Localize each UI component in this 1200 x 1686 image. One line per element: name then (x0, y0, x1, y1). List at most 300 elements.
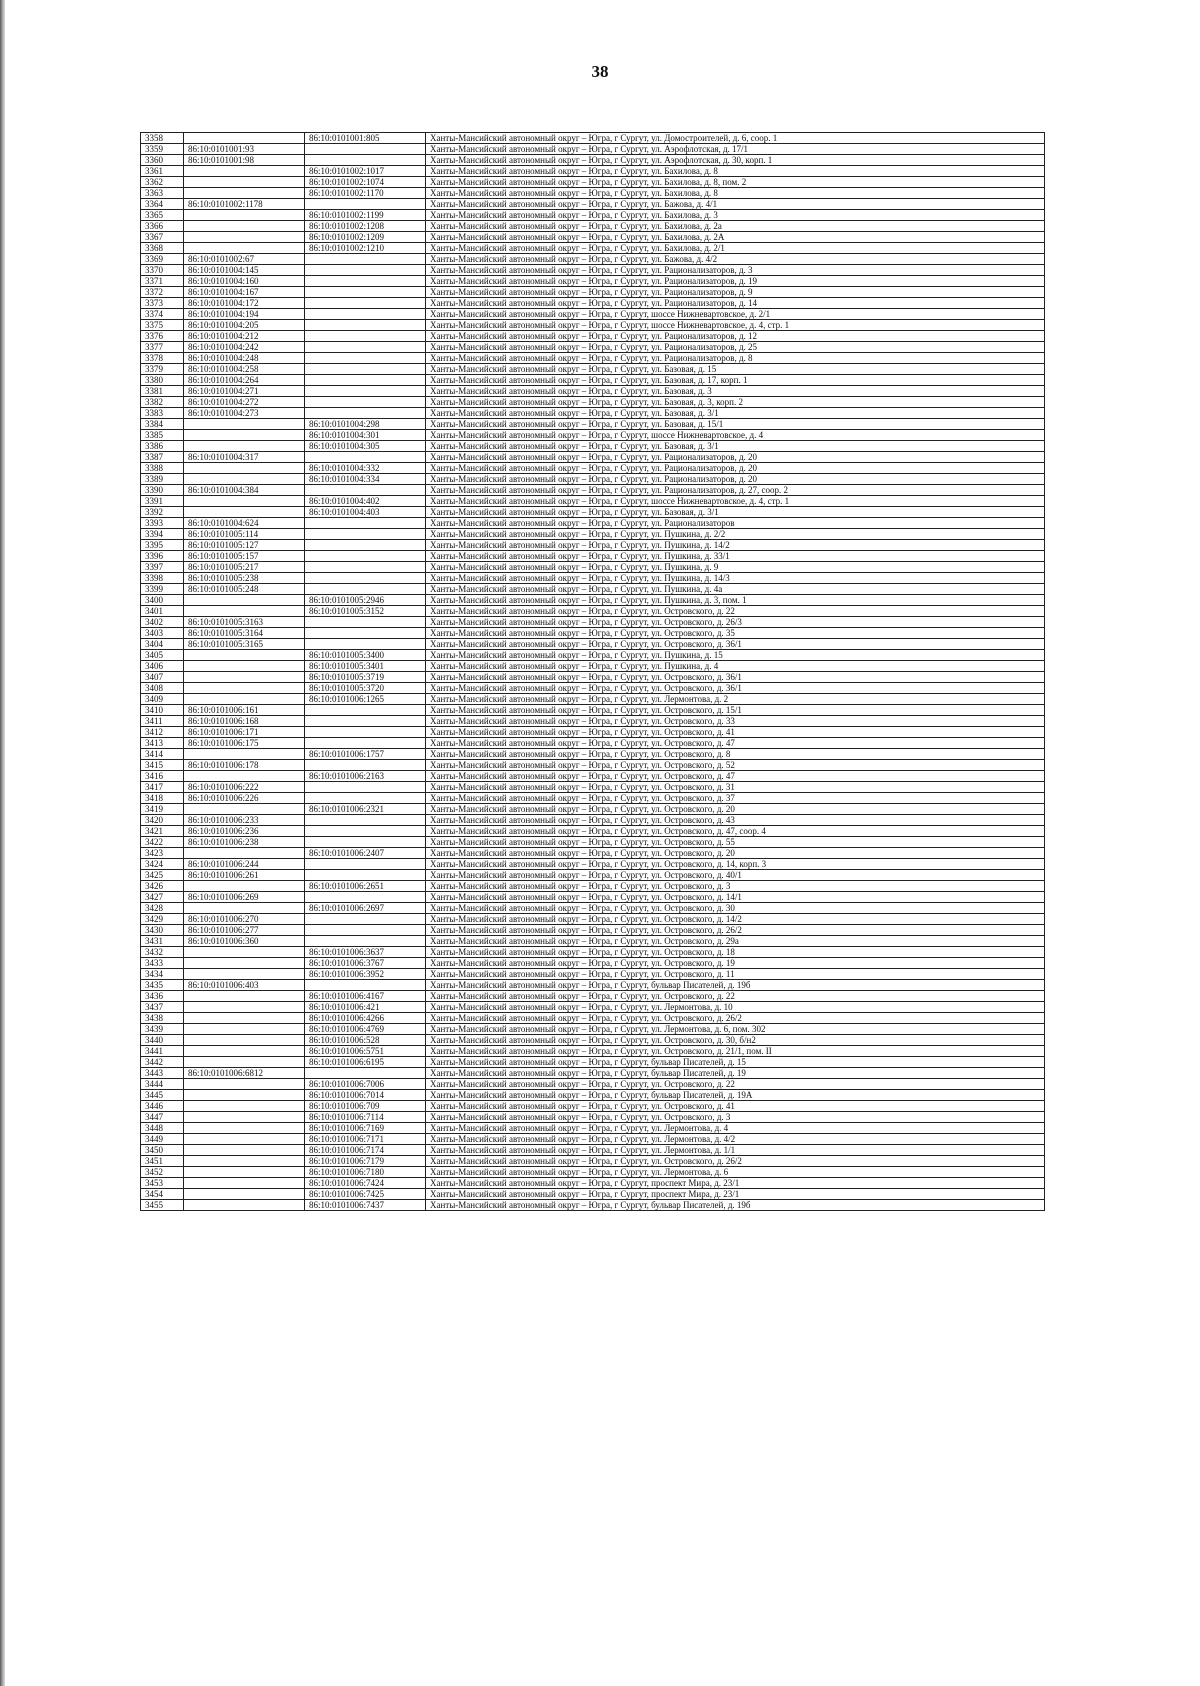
address-cell: Ханты-Мансийский автономный округ – Югра, г Сургут, ул. Пушкина, д. 2/2 (426, 529, 1045, 540)
address-cell: Ханты-Мансийский автономный округ – Югра, г Сургут, бульвар Писателей, д. 19б (426, 980, 1045, 991)
cadastral-number-cell (184, 771, 305, 782)
row-number-cell: 3426 (141, 881, 184, 892)
building-cadastral-number-cell: 86:10:0101006:7169 (305, 1123, 426, 1134)
table-row (141, 738, 1045, 749)
row-number-cell: 3417 (141, 782, 184, 793)
address-cell: Ханты-Мансийский автономный округ – Югра, г Сургут, ул. Пушкина, д. 33/1 (426, 551, 1045, 562)
address-cell: Ханты-Мансийский автономный округ – Югра, г Сургут, ул. Островского, д. 36/1 (426, 639, 1045, 650)
address-cell: Ханты-Мансийский автономный округ – Югра, г Сургут, ул. Островского, д. 26/2 (426, 1156, 1045, 1167)
address-cell: Ханты-Мансийский автономный округ – Югра, г Сургут, ул. Рационализаторов, д. 14 (426, 298, 1045, 309)
cadastral-number-cell (184, 650, 305, 661)
cadastral-number-cell: 86:10:0101005:114 (184, 529, 305, 540)
address-cell: Ханты-Мансийский автономный округ – Югра, г Сургут, ул. Пушкина, д. 15 (426, 650, 1045, 661)
address-cell: Ханты-Мансийский автономный округ – Югра, г Сургут, ул. Островского, д. 33 (426, 716, 1045, 727)
address-cell: Ханты-Мансийский автономный округ – Югра, г Сургут, ул. Пушкина, д. 9 (426, 562, 1045, 573)
cadastral-number-cell: 86:10:0101004:160 (184, 276, 305, 287)
cadastral-number-cell (184, 991, 305, 1002)
row-number-cell: 3423 (141, 848, 184, 859)
building-cadastral-number-cell (305, 529, 426, 540)
cadastral-number-cell: 86:10:0101004:194 (184, 309, 305, 320)
row-number-cell: 3361 (141, 166, 184, 177)
row-number-cell: 3453 (141, 1178, 184, 1189)
row-number-cell: 3384 (141, 419, 184, 430)
table-row (141, 661, 1045, 672)
cadastral-number-cell (184, 1002, 305, 1013)
table-row (141, 1200, 1045, 1211)
address-cell: Ханты-Мансийский автономный округ – Югра, г Сургут, шоссе Нижневартовское, д. 4, стр. 1 (426, 320, 1045, 331)
building-cadastral-number-cell: 86:10:0101006:2407 (305, 848, 426, 859)
table-row (141, 386, 1045, 397)
row-number-cell: 3430 (141, 925, 184, 936)
row-number-cell: 3406 (141, 661, 184, 672)
address-cell: Ханты-Мансийский автономный округ – Югра, г Сургут, ул. Лермонтова, д. 6 (426, 1167, 1045, 1178)
building-cadastral-number-cell: 86:10:0101006:2651 (305, 881, 426, 892)
row-number-cell: 3402 (141, 617, 184, 628)
row-number-cell: 3455 (141, 1200, 184, 1211)
building-cadastral-number-cell: 86:10:0101002:1209 (305, 232, 426, 243)
table-row (141, 672, 1045, 683)
row-number-cell: 3442 (141, 1057, 184, 1068)
row-number-cell: 3385 (141, 430, 184, 441)
building-cadastral-number-cell: 86:10:0101006:6195 (305, 1057, 426, 1068)
row-number-cell: 3425 (141, 870, 184, 881)
building-cadastral-number-cell: 86:10:0101006:7006 (305, 1079, 426, 1090)
row-number-cell: 3409 (141, 694, 184, 705)
row-number-cell: 3436 (141, 991, 184, 1002)
cadastral-number-cell (184, 683, 305, 694)
address-cell: Ханты-Мансийский автономный округ – Югра, г Сургут, ул. Бахилова, д. 8 (426, 188, 1045, 199)
row-number-cell: 3358 (141, 133, 184, 144)
table-row (141, 397, 1045, 408)
building-cadastral-number-cell (305, 628, 426, 639)
row-number-cell: 3368 (141, 243, 184, 254)
building-cadastral-number-cell: 86:10:0101006:7114 (305, 1112, 426, 1123)
building-cadastral-number-cell (305, 540, 426, 551)
table-row (141, 892, 1045, 903)
address-cell: Ханты-Мансийский автономный округ – Югра, г Сургут, бульвар Писателей, д. 19б (426, 1200, 1045, 1211)
cadastral-number-cell (184, 606, 305, 617)
table-row (141, 903, 1045, 914)
row-number-cell: 3396 (141, 551, 184, 562)
row-number-cell: 3454 (141, 1189, 184, 1200)
table-row (141, 342, 1045, 353)
cadastral-number-cell: 86:10:0101004:258 (184, 364, 305, 375)
address-cell: Ханты-Мансийский автономный округ – Югра, г Сургут, ул. Островского, д. 40/1 (426, 870, 1045, 881)
address-cell: Ханты-Мансийский автономный округ – Югра, г Сургут, ул. Рационализаторов, д. 20 (426, 463, 1045, 474)
address-cell: Ханты-Мансийский автономный округ – Югра, г Сургут, ул. Островского, д. 22 (426, 1079, 1045, 1090)
cadastral-number-cell (184, 1145, 305, 1156)
row-number-cell: 3393 (141, 518, 184, 529)
address-cell: Ханты-Мансийский автономный округ – Югра, г Сургут, ул. Бахилова, д. 2/1 (426, 243, 1045, 254)
table-row (141, 441, 1045, 452)
table-row (141, 177, 1045, 188)
building-cadastral-number-cell (305, 287, 426, 298)
row-number-cell: 3440 (141, 1035, 184, 1046)
building-cadastral-number-cell: 86:10:0101005:3400 (305, 650, 426, 661)
table-row (141, 485, 1045, 496)
page-number: 38 (591, 62, 609, 81)
building-cadastral-number-cell (305, 309, 426, 320)
row-number-cell: 3448 (141, 1123, 184, 1134)
building-cadastral-number-cell (305, 573, 426, 584)
row-number-cell: 3421 (141, 826, 184, 837)
cadastral-number-cell (184, 1079, 305, 1090)
building-cadastral-number-cell: 86:10:0101004:298 (305, 419, 426, 430)
building-cadastral-number-cell (305, 837, 426, 848)
cadastral-number-cell: 86:10:0101004:205 (184, 320, 305, 331)
cadastral-number-cell (184, 804, 305, 815)
building-cadastral-number-cell (305, 782, 426, 793)
table-row (141, 1002, 1045, 1013)
row-number-cell: 3392 (141, 507, 184, 518)
cadastral-number-cell: 86:10:0101006:161 (184, 705, 305, 716)
cadastral-number-cell (184, 430, 305, 441)
address-cell: Ханты-Мансийский автономный округ – Югра, г Сургут, ул. Рационализаторов (426, 518, 1045, 529)
address-cell: Ханты-Мансийский автономный округ – Югра, г Сургут, ул. Рационализаторов, д. 12 (426, 331, 1045, 342)
table-row (141, 991, 1045, 1002)
address-cell: Ханты-Мансийский автономный округ – Югра, г Сургут, ул. Островского, д. 30, б/н2 (426, 1035, 1045, 1046)
cadastral-number-cell (184, 661, 305, 672)
address-cell: Ханты-Мансийский автономный округ – Югра, г Сургут, ул. Аэрофлотская, д. 30, корп. 1 (426, 155, 1045, 166)
row-number-cell: 3443 (141, 1068, 184, 1079)
cadastral-number-cell (184, 694, 305, 705)
cadastral-number-cell (184, 672, 305, 683)
table-row (141, 826, 1045, 837)
address-cell: Ханты-Мансийский автономный округ – Югра, г Сургут, ул. Островского, д. 26/2 (426, 925, 1045, 936)
row-number-cell: 3413 (141, 738, 184, 749)
table-row (141, 551, 1045, 562)
row-number-cell: 3410 (141, 705, 184, 716)
row-number-cell: 3365 (141, 210, 184, 221)
table-row (141, 1123, 1045, 1134)
address-cell: Ханты-Мансийский автономный округ – Югра, г Сургут, ул. Островского, д. 14/2 (426, 914, 1045, 925)
cadastral-number-cell: 86:10:0101005:3165 (184, 639, 305, 650)
cadastral-number-cell: 86:10:0101006:175 (184, 738, 305, 749)
cadastral-number-cell (184, 1057, 305, 1068)
row-number-cell: 3428 (141, 903, 184, 914)
table-row (141, 353, 1045, 364)
table-row (141, 199, 1045, 210)
row-number-cell: 3434 (141, 969, 184, 980)
building-cadastral-number-cell: 86:10:0101002:1199 (305, 210, 426, 221)
address-cell: Ханты-Мансийский автономный округ – Югра, г Сургут, ул. Островского, д. 47, соор. 4 (426, 826, 1045, 837)
building-cadastral-number-cell: 86:10:0101006:4167 (305, 991, 426, 1002)
building-cadastral-number-cell: 86:10:0101002:1074 (305, 177, 426, 188)
cadastral-number-cell: 86:10:0101002:67 (184, 254, 305, 265)
cadastral-number-cell: 86:10:0101004:145 (184, 265, 305, 276)
address-cell: Ханты-Мансийский автономный округ – Югра, г Сургут, ул. Пушкина, д. 3, пом. 1 (426, 595, 1045, 606)
table-row (141, 727, 1045, 738)
address-cell: Ханты-Мансийский автономный округ – Югра, г Сургут, ул. Островского, д. 26/3 (426, 617, 1045, 628)
address-cell: Ханты-Мансийский автономный округ – Югра, г Сургут, ул. Островского, д. 22 (426, 991, 1045, 1002)
cadastral-number-cell (184, 903, 305, 914)
row-number-cell: 3449 (141, 1134, 184, 1145)
building-cadastral-number-cell: 86:10:0101006:4266 (305, 1013, 426, 1024)
address-cell: Ханты-Мансийский автономный округ – Югра, г Сургут, ул. Домостроителей, д. 6, соор. 1 (426, 133, 1045, 144)
address-cell: Ханты-Мансийский автономный округ – Югра, г Сургут, ул. Островского, д. 21/1, пом. II (426, 1046, 1045, 1057)
address-cell: Ханты-Мансийский автономный округ – Югра, г Сургут, ул. Островского, д. 30 (426, 903, 1045, 914)
building-cadastral-number-cell: 86:10:0101006:1757 (305, 749, 426, 760)
row-number-cell: 3381 (141, 386, 184, 397)
address-cell: Ханты-Мансийский автономный округ – Югра, г Сургут, ул. Бахилова, д. 8, пом. 2 (426, 177, 1045, 188)
building-cadastral-number-cell (305, 375, 426, 386)
row-number-cell: 3407 (141, 672, 184, 683)
table-row (141, 1167, 1045, 1178)
cadastral-number-cell: 86:10:0101004:317 (184, 452, 305, 463)
address-cell: Ханты-Мансийский автономный округ – Югра, г Сургут, шоссе Нижневартовское, д. 4 (426, 430, 1045, 441)
address-cell: Ханты-Мансийский автономный округ – Югра, г Сургут, ул. Рационализаторов, д. 8 (426, 353, 1045, 364)
cadastral-number-cell (184, 243, 305, 254)
building-cadastral-number-cell (305, 760, 426, 771)
building-cadastral-number-cell (305, 826, 426, 837)
table-row (141, 1112, 1045, 1123)
row-number-cell: 3418 (141, 793, 184, 804)
building-cadastral-number-cell: 86:10:0101001:805 (305, 133, 426, 144)
address-cell: Ханты-Мансийский автономный округ – Югра, г Сургут, ул. Базовая, д. 15 (426, 364, 1045, 375)
cadastral-number-cell (184, 881, 305, 892)
address-cell: Ханты-Мансийский автономный округ – Югра, г Сургут, ул. Рационализаторов, д. 20 (426, 452, 1045, 463)
table-row (141, 1057, 1045, 1068)
row-number-cell: 3431 (141, 936, 184, 947)
building-cadastral-number-cell: 86:10:0101006:421 (305, 1002, 426, 1013)
table-row (141, 980, 1045, 991)
row-number-cell: 3383 (141, 408, 184, 419)
row-number-cell: 3424 (141, 859, 184, 870)
address-cell: Ханты-Мансийский автономный округ – Югра, г Сургут, ул. Островского, д. 20 (426, 804, 1045, 815)
row-number-cell: 3444 (141, 1079, 184, 1090)
cadastral-number-cell: 86:10:0101006:236 (184, 826, 305, 837)
address-cell: Ханты-Мансийский автономный округ – Югра, г Сургут, ул. Рационализаторов, д. 19 (426, 276, 1045, 287)
building-cadastral-number-cell (305, 364, 426, 375)
table-row (141, 815, 1045, 826)
cadastral-number-cell: 86:10:0101004:242 (184, 342, 305, 353)
address-cell: Ханты-Мансийский автономный округ – Югра, г Сургут, ул. Островского, д. 36/1 (426, 672, 1045, 683)
table-row (141, 452, 1045, 463)
address-cell: Ханты-Мансийский автономный округ – Югра, г Сургут, проспект Мира, д. 23/1 (426, 1189, 1045, 1200)
table-row (141, 859, 1045, 870)
building-cadastral-number-cell: 86:10:0101006:3637 (305, 947, 426, 958)
address-cell: Ханты-Мансийский автономный округ – Югра, г Сургут, ул. Лермонтова, д. 4 (426, 1123, 1045, 1134)
row-number-cell: 3405 (141, 650, 184, 661)
building-cadastral-number-cell: 86:10:0101006:7174 (305, 1145, 426, 1156)
address-cell: Ханты-Мансийский автономный округ – Югра, г Сургут, ул. Островского, д. 11 (426, 969, 1045, 980)
table-row (141, 287, 1045, 298)
address-cell: Ханты-Мансийский автономный округ – Югра, г Сургут, ул. Рационализаторов, д. 27, соор. 2 (426, 485, 1045, 496)
address-cell: Ханты-Мансийский автономный округ – Югра, г Сургут, проспект Мира, д. 23/1 (426, 1178, 1045, 1189)
building-cadastral-number-cell: 86:10:0101006:7180 (305, 1167, 426, 1178)
building-cadastral-number-cell (305, 793, 426, 804)
table-row (141, 320, 1045, 331)
address-cell: Ханты-Мансийский автономный округ – Югра, г Сургут, ул. Лермонтова, д. 2 (426, 694, 1045, 705)
cadastral-number-cell: 86:10:0101001:93 (184, 144, 305, 155)
building-cadastral-number-cell (305, 551, 426, 562)
building-cadastral-number-cell: 86:10:0101005:3720 (305, 683, 426, 694)
table-row (141, 694, 1045, 705)
row-number-cell: 3362 (141, 177, 184, 188)
row-number-cell: 3375 (141, 320, 184, 331)
row-number-cell: 3394 (141, 529, 184, 540)
address-cell: Ханты-Мансийский автономный округ – Югра, г Сургут, ул. Островского, д. 8 (426, 749, 1045, 760)
row-number-cell: 3363 (141, 188, 184, 199)
table-row (141, 562, 1045, 573)
table-row (141, 837, 1045, 848)
row-number-cell: 3372 (141, 287, 184, 298)
cadastral-number-cell (184, 232, 305, 243)
cadastral-number-cell (184, 1101, 305, 1112)
table-row (141, 760, 1045, 771)
address-cell: Ханты-Мансийский автономный округ – Югра, г Сургут, ул. Пушкина, д. 14/3 (426, 573, 1045, 584)
table-row (141, 1079, 1045, 1090)
address-cell: Ханты-Мансийский автономный округ – Югра, г Сургут, ул. Рационализаторов, д. 25 (426, 342, 1045, 353)
address-cell: Ханты-Мансийский автономный округ – Югра, г Сургут, ул. Островского, д. 41 (426, 727, 1045, 738)
row-number-cell: 3370 (141, 265, 184, 276)
building-cadastral-number-cell (305, 639, 426, 650)
cadastral-number-cell (184, 166, 305, 177)
row-number-cell: 3429 (141, 914, 184, 925)
table-row (141, 947, 1045, 958)
table-row (141, 496, 1045, 507)
table-row (141, 276, 1045, 287)
building-cadastral-number-cell: 86:10:0101006:5751 (305, 1046, 426, 1057)
address-cell: Ханты-Мансийский автономный округ – Югра, г Сургут, ул. Островского, д. 47 (426, 771, 1045, 782)
cadastral-number-cell: 86:10:0101004:384 (184, 485, 305, 496)
row-number-cell: 3419 (141, 804, 184, 815)
building-cadastral-number-cell: 86:10:0101005:2946 (305, 595, 426, 606)
table-row (141, 573, 1045, 584)
cadastral-number-cell: 86:10:0101004:271 (184, 386, 305, 397)
row-number-cell: 3403 (141, 628, 184, 639)
building-cadastral-number-cell (305, 265, 426, 276)
row-number-cell: 3447 (141, 1112, 184, 1123)
row-number-cell: 3359 (141, 144, 184, 155)
table-row (141, 375, 1045, 386)
table-row (141, 254, 1045, 265)
row-number-cell: 3398 (141, 573, 184, 584)
building-cadastral-number-cell: 86:10:0101002:1210 (305, 243, 426, 254)
address-cell: Ханты-Мансийский автономный округ – Югра, г Сургут, ул. Островского, д. 14/1 (426, 892, 1045, 903)
table-row (141, 1035, 1045, 1046)
table-row (141, 1090, 1045, 1101)
building-cadastral-number-cell (305, 452, 426, 463)
building-cadastral-number-cell: 86:10:0101006:709 (305, 1101, 426, 1112)
row-number-cell: 3414 (141, 749, 184, 760)
row-number-cell: 3386 (141, 441, 184, 452)
building-cadastral-number-cell (305, 584, 426, 595)
address-cell: Ханты-Мансийский автономный округ – Югра, г Сургут, шоссе Нижневартовское, д. 2/1 (426, 309, 1045, 320)
table-row (141, 771, 1045, 782)
address-cell: Ханты-Мансийский автономный округ – Югра, г Сургут, ул. Островского, д. 3 (426, 881, 1045, 892)
address-cell: Ханты-Мансийский автономный округ – Югра, г Сургут, ул. Бахилова, д. 2а (426, 221, 1045, 232)
cadastral-number-cell (184, 749, 305, 760)
table-row (141, 507, 1045, 518)
table-row (141, 705, 1045, 716)
table-row (141, 617, 1045, 628)
building-cadastral-number-cell: 86:10:0101006:7437 (305, 1200, 426, 1211)
row-number-cell: 3416 (141, 771, 184, 782)
cadastral-number-cell (184, 1200, 305, 1211)
row-number-cell: 3452 (141, 1167, 184, 1178)
table-row (141, 408, 1045, 419)
table-row (141, 364, 1045, 375)
address-cell: Ханты-Мансийский автономный округ – Югра, г Сургут, ул. Бахилова, д. 3 (426, 210, 1045, 221)
building-cadastral-number-cell (305, 254, 426, 265)
address-cell: Ханты-Мансийский автономный округ – Югра, г Сургут, ул. Островского, д. 29а (426, 936, 1045, 947)
table-row (141, 958, 1045, 969)
building-cadastral-number-cell (305, 155, 426, 166)
cadastral-number-cell: 86:10:0101004:212 (184, 331, 305, 342)
table-row (141, 793, 1045, 804)
building-cadastral-number-cell (305, 342, 426, 353)
cadastral-number-cell: 86:10:0101006:360 (184, 936, 305, 947)
cadastral-number-cell (184, 1090, 305, 1101)
cadastral-number-cell: 86:10:0101004:264 (184, 375, 305, 386)
address-cell: Ханты-Мансийский автономный округ – Югра, г Сургут, ул. Аэрофлотская, д. 17/1 (426, 144, 1045, 155)
row-number-cell: 3445 (141, 1090, 184, 1101)
row-number-cell: 3412 (141, 727, 184, 738)
cadastral-number-cell (184, 496, 305, 507)
table-row (141, 221, 1045, 232)
row-number-cell: 3373 (141, 298, 184, 309)
cadastral-number-cell: 86:10:0101006:233 (184, 815, 305, 826)
table-row (141, 265, 1045, 276)
address-cell: Ханты-Мансийский автономный округ – Югра, г Сургут, ул. Базовая, д. 3/1 (426, 507, 1045, 518)
building-cadastral-number-cell (305, 716, 426, 727)
row-number-cell: 3395 (141, 540, 184, 551)
cadastral-number-cell (184, 441, 305, 452)
table-row (141, 210, 1045, 221)
row-number-cell: 3451 (141, 1156, 184, 1167)
cadastral-number-cell (184, 507, 305, 518)
cadastral-number-cell (184, 133, 305, 144)
cadastral-number-cell (184, 463, 305, 474)
building-cadastral-number-cell (305, 518, 426, 529)
building-cadastral-number-cell (305, 727, 426, 738)
table-row (141, 188, 1045, 199)
table-row (141, 1101, 1045, 1112)
cadastral-number-cell: 86:10:0101006:238 (184, 837, 305, 848)
address-cell: Ханты-Мансийский автономный округ – Югра, г Сургут, ул. Пушкина, д. 4а (426, 584, 1045, 595)
building-cadastral-number-cell (305, 199, 426, 210)
address-cell: Ханты-Мансийский автономный округ – Югра, г Сургут, ул. Островского, д. 3 (426, 1112, 1045, 1123)
building-cadastral-number-cell: 86:10:0101006:2321 (305, 804, 426, 815)
row-number-cell: 3422 (141, 837, 184, 848)
building-cadastral-number-cell: 86:10:0101004:402 (305, 496, 426, 507)
cadastral-number-cell: 86:10:0101004:172 (184, 298, 305, 309)
cadastral-number-cell (184, 177, 305, 188)
cadastral-number-cell: 86:10:0101006:222 (184, 782, 305, 793)
cadastral-number-cell: 86:10:0101006:277 (184, 925, 305, 936)
building-cadastral-number-cell: 86:10:0101006:7424 (305, 1178, 426, 1189)
address-cell: Ханты-Мансийский автономный округ – Югра, г Сургут, ул. Бажова, д. 4/2 (426, 254, 1045, 265)
row-number-cell: 3367 (141, 232, 184, 243)
address-cell: Ханты-Мансийский автономный округ – Югра, г Сургут, шоссе Нижневартовское, д. 4, стр. 1 (426, 496, 1045, 507)
table-row (141, 298, 1045, 309)
cadastral-number-cell: 86:10:0101005:217 (184, 562, 305, 573)
building-cadastral-number-cell (305, 738, 426, 749)
address-cell: Ханты-Мансийский автономный округ – Югра, г Сургут, ул. Базовая, д. 17, корп. 1 (426, 375, 1045, 386)
table-row (141, 848, 1045, 859)
building-cadastral-number-cell (305, 870, 426, 881)
row-number-cell: 3364 (141, 199, 184, 210)
building-cadastral-number-cell (305, 925, 426, 936)
cadastral-number-cell: 86:10:0101004:248 (184, 353, 305, 364)
table-row (141, 1024, 1045, 1035)
building-cadastral-number-cell: 86:10:0101006:2163 (305, 771, 426, 782)
cadastral-number-cell (184, 474, 305, 485)
table-row (141, 1046, 1045, 1057)
row-number-cell: 3433 (141, 958, 184, 969)
cadastral-number-cell: 86:10:0101006:269 (184, 892, 305, 903)
